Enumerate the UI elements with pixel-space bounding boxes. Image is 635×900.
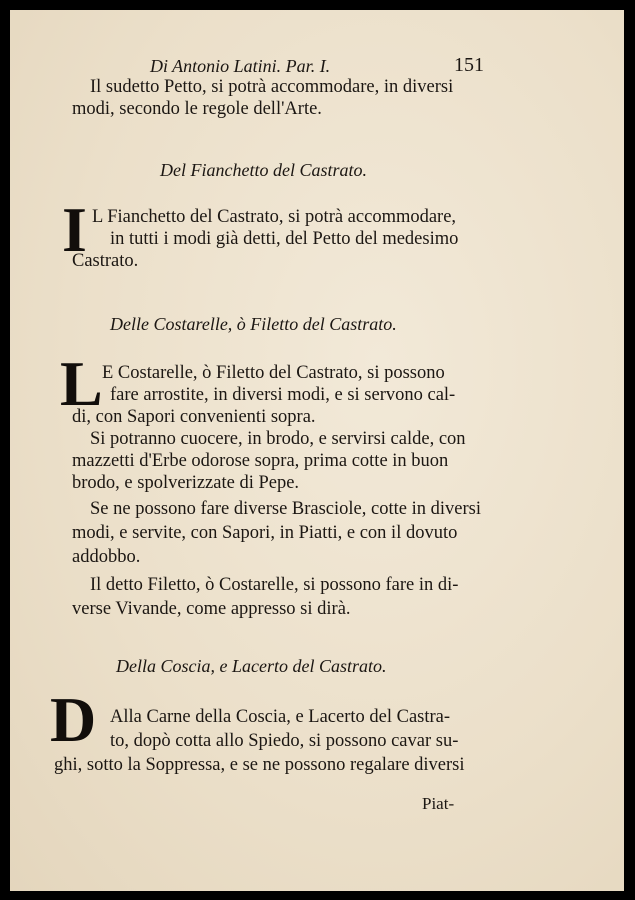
section-line: to, dopò cotta allo Spiedo, si possono cavar su- <box>110 731 459 751</box>
section-heading-costarelle: Delle Costarelle, ò Filetto del Castrato. <box>110 314 397 334</box>
dropcap-d: D <box>50 684 97 755</box>
section-line: in tutti i modi già detti, del Petto del medesimo <box>110 229 459 249</box>
section-heading-fianchetto: Del Fianchetto del Castrato. <box>160 160 367 180</box>
intro-line-2: modi, secondo le regole dell'Arte. <box>72 99 322 119</box>
section-line: verse Vivande, come appresso si dirà. <box>72 599 351 619</box>
section-line: mazzetti d'Erbe odorose sopra, prima cotte in buon <box>72 451 449 471</box>
section-line: addobbo. <box>72 547 141 567</box>
catchword: Piat- <box>422 794 455 813</box>
section-line: L Fianchetto del Castrato, si potrà accommodare, <box>92 207 457 227</box>
section-heading-coscia: Della Coscia, e Lacerto del Castrato. <box>116 656 387 676</box>
section-line: Il detto Filetto, ò Costarelle, si possono fare in di- <box>90 575 459 595</box>
running-title: Di Antonio Latini. Par. I. <box>150 56 331 76</box>
intro-line-1: Il sudetto Petto, si potrà accommodare, in diversi <box>90 77 454 97</box>
section-line: di, con Sapori convenienti sopra. <box>72 407 316 427</box>
section-line: Se ne possono fare diverse Brasciole, cotte in diversi <box>90 499 481 519</box>
section-line: Castrato. <box>72 251 139 271</box>
dropcap-i: I <box>62 194 87 265</box>
book-page <box>10 10 624 891</box>
section-line: Alla Carne della Coscia, e Lacerto del Castra- <box>110 707 451 727</box>
section-line: E Costarelle, ò Filetto del Castrato, si possono <box>102 363 445 383</box>
section-line: ghi, sotto la Soppressa, e se ne possono regalare diversi <box>54 755 465 775</box>
section-line: modi, e servite, con Sapori, in Piatti, e con il dovuto <box>72 523 458 543</box>
page-number: 151 <box>454 54 484 76</box>
dropcap-l: L <box>60 348 103 419</box>
section-line: fare arrostite, in diversi modi, e si servono cal- <box>110 385 456 405</box>
section-line: brodo, e spolverizzate di Pepe. <box>72 473 300 493</box>
section-line: Si potranno cuocere, in brodo, e servirsi calde, con <box>90 429 466 449</box>
